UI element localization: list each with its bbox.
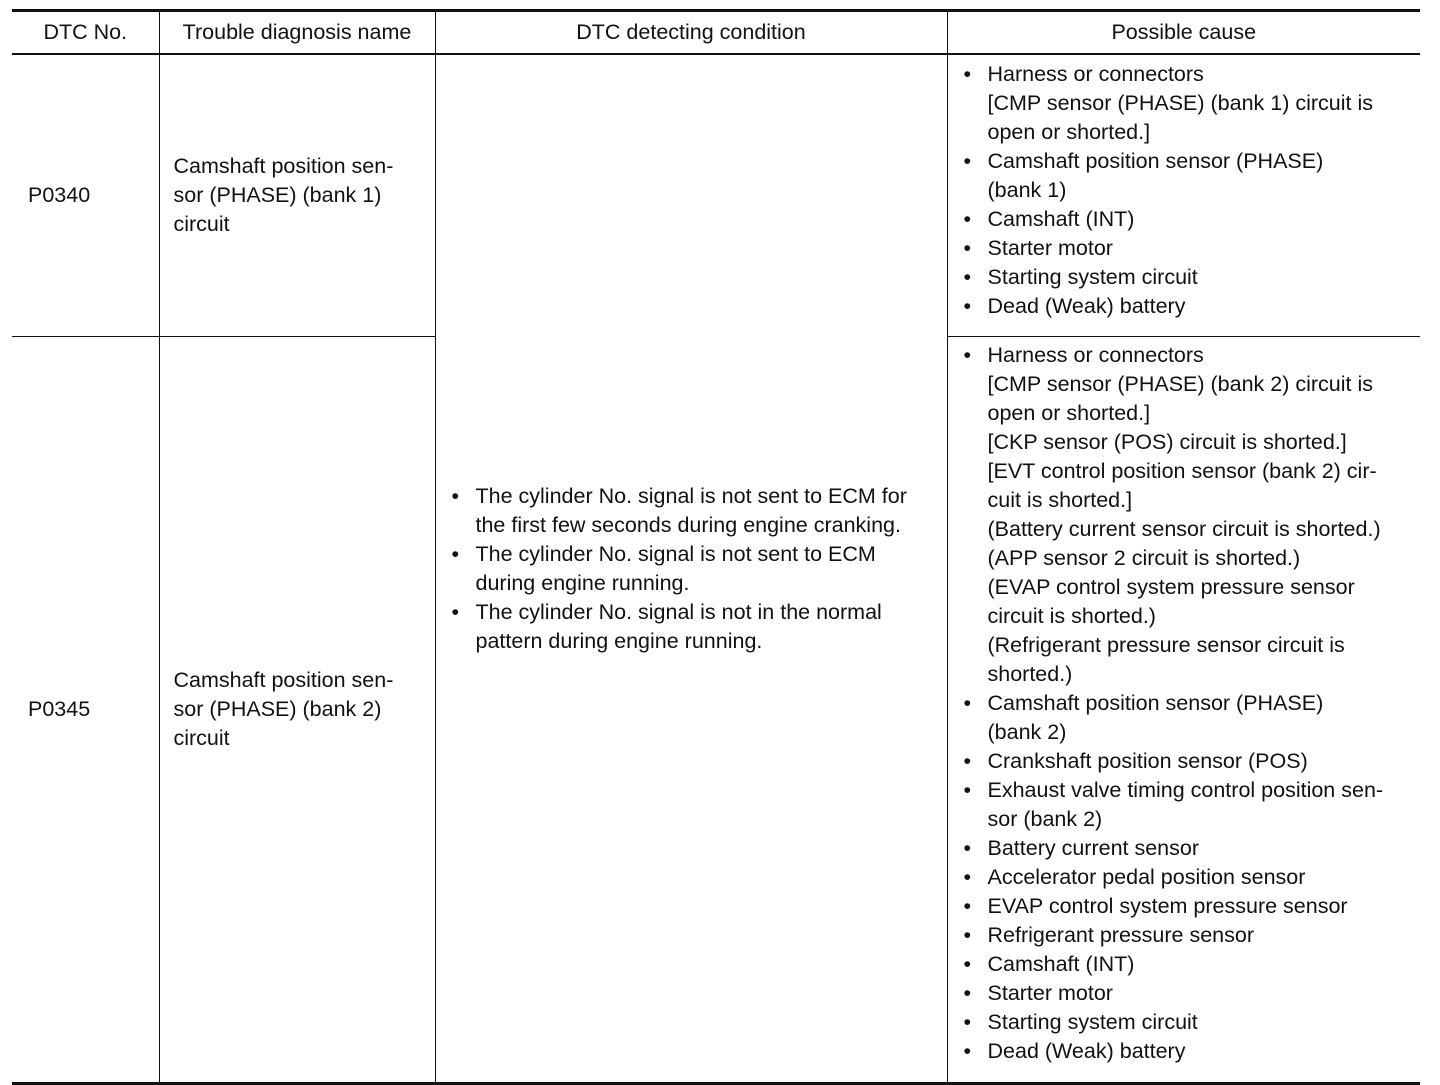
header-trouble-name: Trouble diagnosis name: [159, 11, 435, 55]
condition-list: [448, 482, 941, 656]
cause-detail: cuit is shorted.]: [987, 488, 1133, 512]
cause-text: • Camshaft (INT): [987, 207, 1135, 231]
cause-detail: sor (bank 2): [987, 807, 1103, 831]
dtc-code-cell: P0345: [28, 697, 91, 721]
condition-line: • The cylinder No. signal is not sent to ECM for: [475, 483, 907, 508]
condition-item: [448, 540, 941, 598]
header-dtc-no: DTC No.: [43, 20, 128, 44]
cause-text: • Harness or connectors: [987, 343, 1204, 367]
cause-item: [960, 147, 1417, 205]
cause-text: • Starter motor: [987, 236, 1113, 260]
cause-text: • Camshaft position sensor (PHASE): [987, 691, 1324, 715]
dtc-table: [12, 9, 1420, 1085]
cause-item: [960, 776, 1417, 834]
cause-item: [960, 205, 1417, 234]
cause-text: • Starter motor: [987, 981, 1113, 1005]
cause-text: • Starting system circuit: [987, 265, 1198, 289]
cause-item: [960, 1037, 1417, 1066]
cause-text: • Accelerator pedal position sensor: [987, 865, 1306, 889]
cause-detail: [CMP sensor (PHASE) (bank 1) circuit is: [987, 91, 1374, 115]
cause-text: • Battery current sensor: [987, 836, 1200, 860]
cause-item: [960, 892, 1417, 921]
cause-item: [960, 689, 1417, 747]
dtc-table-container: [12, 9, 1420, 1085]
possible-cause-cell: [947, 337, 1420, 1084]
trouble-name-cell: [159, 337, 435, 1084]
cause-item: [960, 60, 1417, 147]
cause-detail: (Battery current sensor circuit is shorted.): [987, 517, 1381, 541]
cause-item: [960, 979, 1417, 1008]
condition-item: [448, 482, 941, 540]
trouble-name-cell: [159, 54, 435, 337]
cause-detail: shorted.): [987, 662, 1073, 686]
condition-line: pattern during engine running.: [475, 628, 763, 653]
cause-list: [960, 341, 1417, 1066]
cause-detail: [EVT control position sensor (bank 2) cir-: [987, 459, 1377, 483]
cause-text: • Crankshaft position sensor (POS): [987, 749, 1308, 773]
condition-line: during engine running.: [475, 570, 690, 595]
cause-item: [960, 834, 1417, 863]
cause-item: [960, 921, 1417, 950]
condition-line: the first few seconds during engine cranking.: [475, 512, 901, 537]
cause-detail: circuit is shorted.): [987, 604, 1156, 628]
header-row: [12, 11, 1420, 55]
cause-text: • Starting system circuit: [987, 1010, 1198, 1034]
table-row: [12, 54, 1420, 337]
cause-text: • EVAP control system pressure sensor: [987, 894, 1348, 918]
cause-item: [960, 263, 1417, 292]
cause-detail: (bank 2): [987, 720, 1067, 744]
cause-detail: [CMP sensor (PHASE) (bank 2) circuit is: [987, 372, 1374, 396]
cause-text: • Camshaft position sensor (PHASE): [987, 149, 1324, 173]
cause-detail: open or shorted.]: [987, 401, 1151, 425]
cause-text: • Dead (Weak) battery: [987, 294, 1186, 318]
cause-item: [960, 1008, 1417, 1037]
cause-text: • Refrigerant pressure sensor: [987, 923, 1254, 947]
cause-text: • Camshaft (INT): [987, 952, 1135, 976]
cause-detail: (EVAP control system pressure sensor: [987, 575, 1355, 599]
header-condition: DTC detecting condition: [435, 11, 947, 55]
trouble-name-text: Camshaft position sen- sor (PHASE) (bank 1) circuit: [173, 154, 394, 236]
dtc-code-cell: P0340: [12, 54, 159, 337]
table-body: [12, 54, 1420, 1084]
cause-detail: (Refrigerant pressure sensor circuit is: [987, 633, 1345, 657]
cause-item: [960, 292, 1417, 321]
cause-item: [960, 234, 1417, 263]
possible-cause-cell: [947, 54, 1420, 337]
condition-line: • The cylinder No. signal is not sent to ECM: [475, 541, 876, 566]
cause-detail: (bank 1): [987, 178, 1067, 202]
cause-detail: open or shorted.]: [987, 120, 1151, 144]
header-possible-cause: Possible cause: [947, 11, 1420, 55]
condition-cell: [435, 54, 947, 1084]
cause-text: • Dead (Weak) battery: [987, 1039, 1186, 1063]
cause-item: [960, 341, 1417, 689]
trouble-name-text: Camshaft position sen- sor (PHASE) (bank 2) circuit: [173, 668, 394, 750]
cause-detail: (APP sensor 2 circuit is shorted.): [987, 546, 1301, 570]
condition-item: [448, 598, 941, 656]
cause-text: • Harness or connectors: [987, 62, 1204, 86]
cause-item: [960, 863, 1417, 892]
condition-line: • The cylinder No. signal is not in the normal: [475, 599, 882, 624]
cause-item: [960, 950, 1417, 979]
table-header: [12, 11, 1420, 55]
cause-item: [960, 747, 1417, 776]
cause-detail: [CKP sensor (POS) circuit is shorted.]: [987, 430, 1347, 454]
cause-list: [960, 60, 1417, 321]
cause-text: • Exhaust valve timing control position sen-: [987, 778, 1384, 802]
